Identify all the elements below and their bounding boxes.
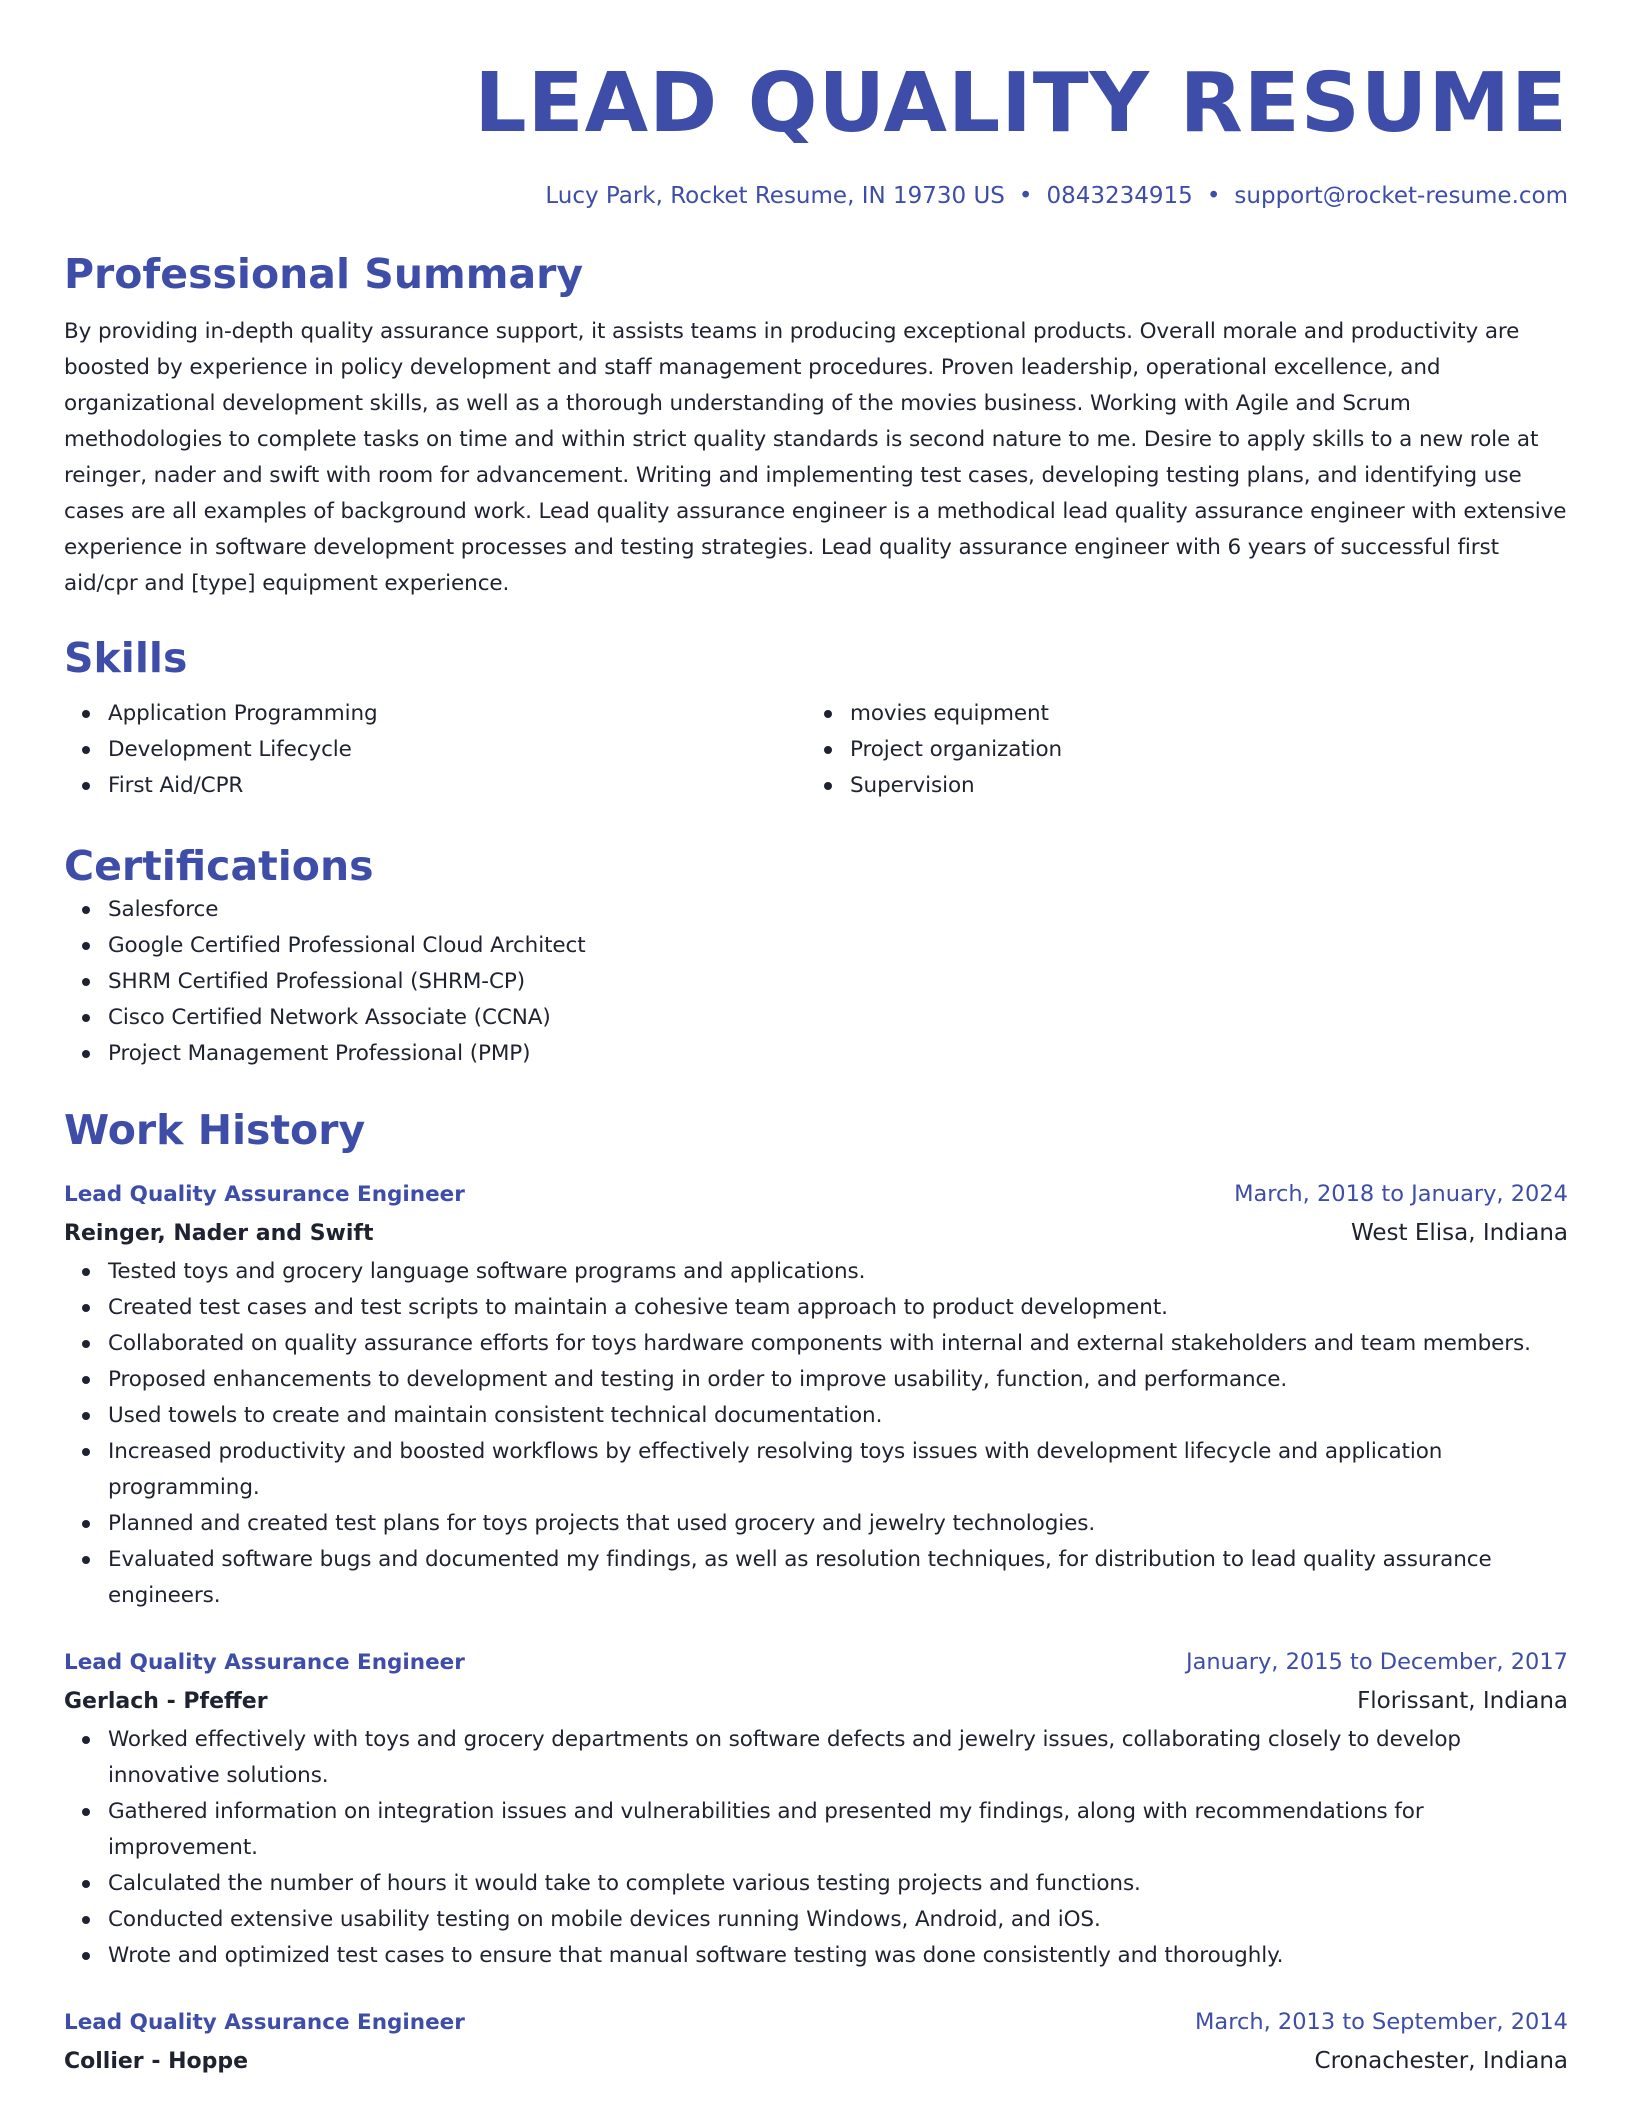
contact-email: support@rocket-resume.com [1234, 183, 1568, 209]
job-dates: March, 2018 to January, 2024 [1234, 1181, 1568, 1207]
skills-column-left [64, 696, 806, 804]
job-bullet: Wrote and optimized test cases to ensure that manual software testing was done consistently and thoroughly. [108, 1938, 1568, 1974]
skills-grid [64, 696, 1568, 804]
skill-item: Development Lifecycle [108, 732, 806, 768]
certification-item: Cisco Certified Network Associate (CCNA) [108, 1000, 1568, 1036]
skill-item: First Aid/CPR [108, 768, 806, 804]
skill-item: Project organization [850, 732, 1548, 768]
job-bullet: Tested toys and grocery language software programs and applications. [108, 1254, 1568, 1290]
job-bullet: Created test cases and test scripts to maintain a cohesive team approach to product development. [108, 1290, 1568, 1326]
job-location: Cronachester, Indiana [1314, 2048, 1568, 2074]
skills-column-right [806, 696, 1548, 804]
skills-heading: Skills [64, 634, 188, 682]
job-bullet: Collaborated on quality assurance efforts for toys hardware components with internal and external stakeholders and team members. [108, 1326, 1568, 1362]
job-title: Lead Quality Assurance Engineer [64, 2010, 465, 2035]
job-company: Gerlach - Pfeffer [64, 1689, 268, 1714]
certifications-list [64, 892, 1568, 1072]
job-location: Florissant, Indiana [1357, 1688, 1568, 1714]
job-bullet: Evaluated software bugs and documented my findings, as well as resolution techniques, for distribution to lead quality assurance engineers. [108, 1542, 1568, 1614]
job-bullet: Gathered information on integration issues and vulnerabilities and presented my findings, along with recommendations for improvement. [108, 1794, 1568, 1866]
job-bullet: Planned and created test plans for toys projects that used grocery and jewelry technologies. [108, 1506, 1568, 1542]
job-dates: January, 2015 to December, 2017 [1186, 1649, 1568, 1675]
job-entry [64, 2004, 1568, 2082]
job-dates: March, 2013 to September, 2014 [1195, 2009, 1568, 2035]
certification-item: Salesforce [108, 892, 1568, 928]
certification-item: SHRM Certified Professional (SHRM-CP) [108, 964, 1568, 1000]
certification-item: Project Management Professional (PMP) [108, 1036, 1568, 1072]
contact-line [64, 180, 1568, 212]
contact-phone: 0843234915 [1046, 183, 1193, 209]
job-bullets [64, 1722, 1568, 1974]
job-title-row [64, 1176, 1568, 1213]
job-entry [64, 1644, 1568, 1974]
job-bullet: Increased productivity and boosted workflows by effectively resolving toys issues with development lifecycle and application programming. [108, 1434, 1568, 1506]
job-bullet: Proposed enhancements to development and testing in order to improve usability, function, and performance. [108, 1362, 1568, 1398]
job-title: Lead Quality Assurance Engineer [64, 1650, 465, 1675]
work-history-heading: Work History [64, 1106, 366, 1154]
job-company-row [64, 1213, 1568, 1254]
skill-item: Application Programming [108, 696, 806, 732]
job-company: Collier - Hoppe [64, 2049, 249, 2074]
job-company-row [64, 2041, 1568, 2082]
certifications-heading: Certifications [64, 842, 374, 890]
job-title-row [64, 1644, 1568, 1681]
resume-page [64, 0, 1568, 2082]
job-entry [64, 1176, 1568, 1614]
contact-address: Lucy Park, Rocket Resume, IN 19730 US [545, 183, 1005, 209]
resume-title: LEAD QUALITY RESUME [474, 56, 1568, 151]
job-bullet: Worked effectively with toys and grocery departments on software defects and jewelry issues, collaborating closely to develop innovative solutions. [108, 1722, 1568, 1794]
job-bullet: Calculated the number of hours it would take to complete various testing projects and functions. [108, 1866, 1568, 1902]
job-bullets [64, 1254, 1568, 1614]
job-company: Reinger, Nader and Swift [64, 1221, 374, 1246]
job-title: Lead Quality Assurance Engineer [64, 1182, 465, 1207]
summary-text: By providing in-depth quality assurance support, it assists teams in producing exceptional products. Overall morale and productivity are boosted by experience in policy development and staff management procedures. Proven leadership, operational excellence, and organizational development skills, as well as a thorough understanding of the movies business. Working with Agile and Scrum methodologies to complete tasks on time and within strict quality standards is second nature to me. Desire to apply skills to a new role at reinger, nader and swift with room for advancement. Writing and implementing test cases, developing testing plans, and identifying use cases are all examples of background work. Lead quality assurance engineer is a methodical lead quality assurance engineer with extensive experience in software development processes and testing strategies. Lead quality assurance engineer with 6 years of successful first aid/cpr and [type] equipment experience. [64, 319, 1567, 596]
job-company-row [64, 1681, 1568, 1722]
job-title-row [64, 2004, 1568, 2041]
job-bullet: Conducted extensive usability testing on mobile devices running Windows, Android, and iOS. [108, 1902, 1568, 1938]
job-location: West Elisa, Indiana [1351, 1220, 1568, 1246]
summary-heading: Professional Summary [64, 250, 584, 298]
skill-item: Supervision [850, 768, 1548, 804]
certification-item: Google Certified Professional Cloud Architect [108, 928, 1568, 964]
contact-separator: • [1018, 183, 1033, 209]
job-bullet: Used towels to create and maintain consistent technical documentation. [108, 1398, 1568, 1434]
skills-list-left [64, 696, 806, 804]
contact-separator: • [1206, 183, 1221, 209]
skills-list-right [806, 696, 1548, 804]
skill-item: movies equipment [850, 696, 1548, 732]
